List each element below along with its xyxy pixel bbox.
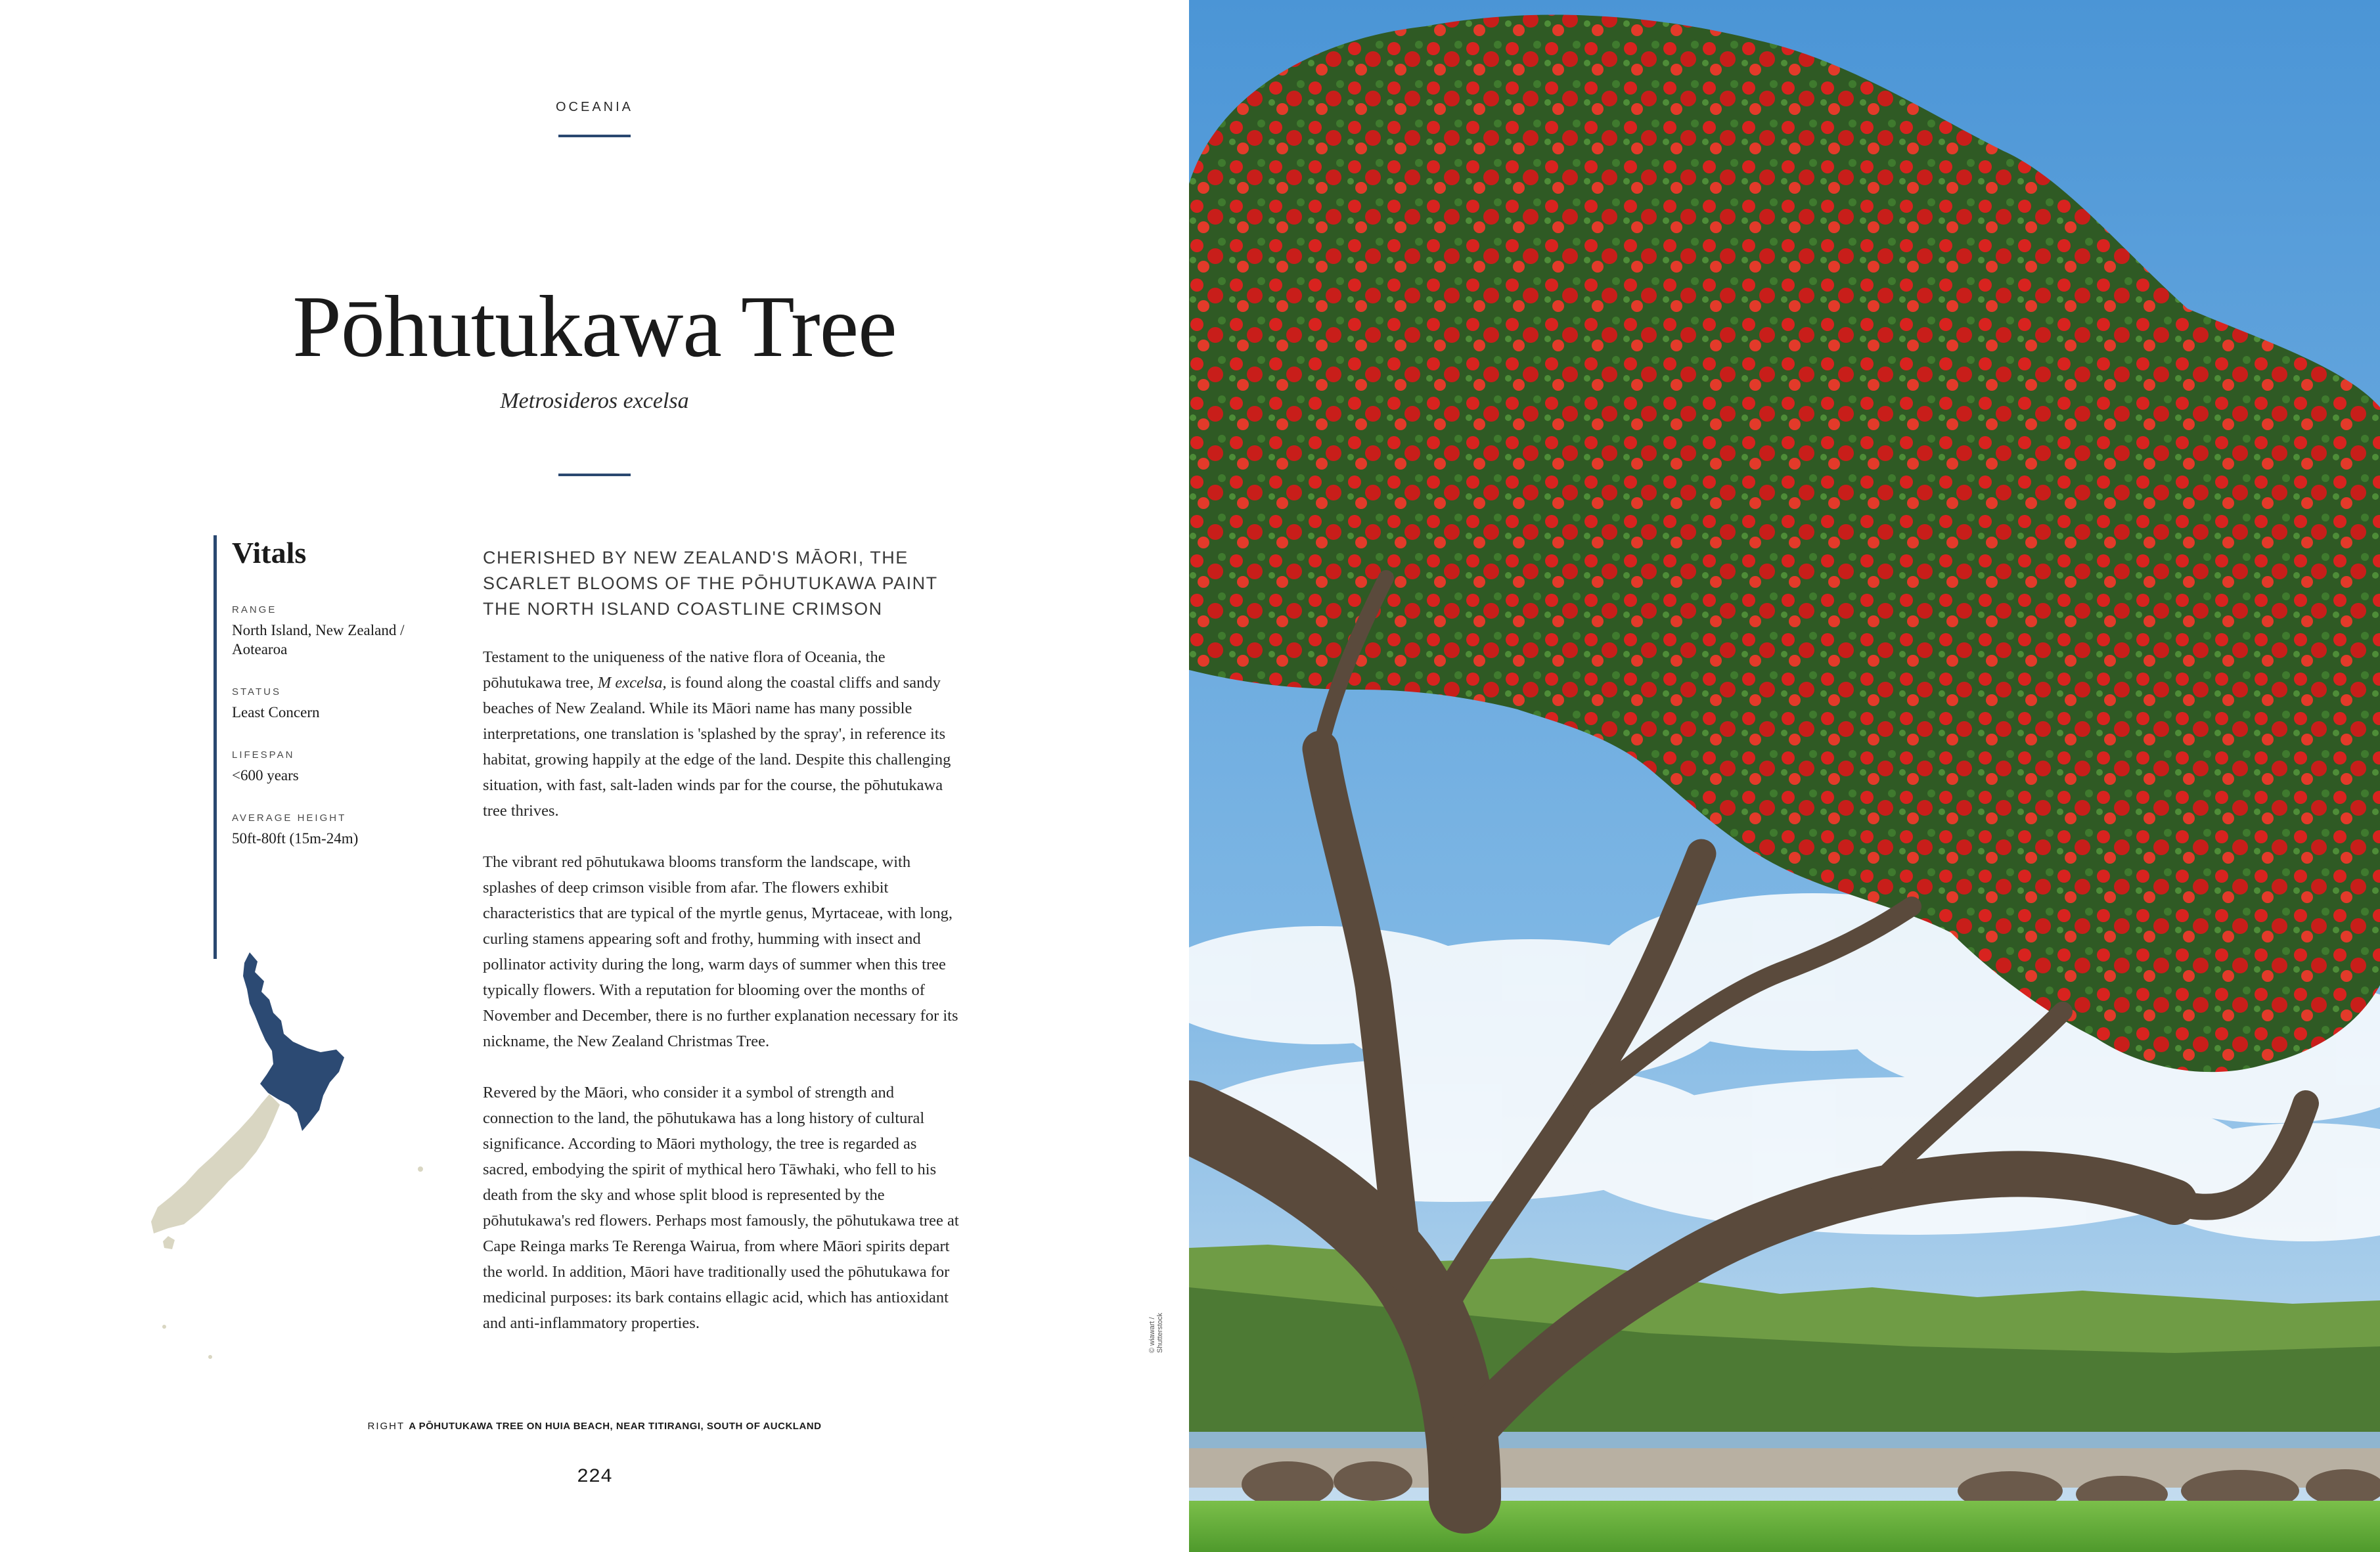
caption-lead: RIGHT <box>367 1421 405 1432</box>
vital-label: RANGE <box>232 604 277 615</box>
paragraph-1-text-b: is found along the coastal cliffs and sandy beaches of New Zealand. While its Māori name has many possible interpretations, one translation is 'splashed by the spray', in reference its habitat, growing happily at the edge of the land. Despite this challenging situation, with fast, salt-laden winds par for the course, the pōhutukawa tree thrives. <box>483 674 951 820</box>
photo-credit: © wiawart / Shutterstock <box>1148 1312 1164 1353</box>
paragraph-1 <box>483 644 962 824</box>
vital-label: LIFESPAN <box>232 749 295 761</box>
scientific-name: Metrosideros excelsa <box>500 389 689 413</box>
right-page <box>1189 0 2380 1552</box>
southern-islet <box>162 1325 166 1329</box>
vitals-heading: Vitals <box>232 536 307 569</box>
paragraph-2: The vibrant red pōhutukawa blooms transform the landscape, with splashes of deep crimson visible from afar. The flowers exhibit characteristics that are typical of the myrtle genus, Myrtaceae, with long, curling stamens appearing soft and frothy, humming with insect and pollinator activity during the long, warm days of summer when this tree typically flowers. With a reputation for blooming over the months of November and December, there is no further explanation necessary for its nickname, the New Zealand Christmas Tree. <box>483 853 958 1050</box>
title-divider <box>558 474 631 476</box>
subantarctic-islet <box>208 1355 212 1359</box>
tree-photo <box>1189 0 2380 1552</box>
left-page <box>0 0 1189 1552</box>
vital-lifespan <box>232 749 430 785</box>
vital-range <box>232 604 430 659</box>
range-map <box>145 952 440 1379</box>
sea <box>1189 1432 2380 1448</box>
south-island-shape <box>151 1094 280 1233</box>
paragraph-3: Revered by the Māori, who consider it a symbol of strength and connection to the land, the pōhutukawa has a long history of cultural significance. According to Māori mythology, the tree is regarded as sacred, embodying the spirit of mythical hero Tāwhaki, who fell to his death from the sky and whose split blood is represented by the pōhutukawa's red flowers. Perhaps most famously, the pōhutukawa tree at Cape Reinga marks Te Rerenga Wairua, from where Māori spirits depart the world. In addition, Māori have traditionally used the pōhutukawa for medicinal purposes: its bark contains ellagic acid, which has antioxidant and anti-inflammatory properties. <box>483 1084 959 1332</box>
lawn <box>1189 1501 2380 1552</box>
article-body <box>483 545 962 1362</box>
page-title: Pōhutukawa Tree <box>292 278 897 375</box>
vital-label: STATUS <box>232 686 281 698</box>
vital-label: AVERAGE HEIGHT <box>232 812 347 824</box>
vital-value: <600 years <box>232 767 299 784</box>
vital-value: North Island, New Zealand / Aotearoa <box>232 622 405 657</box>
chatham-islet <box>418 1166 423 1172</box>
vital-value: 50ft-80ft (15m-24m) <box>232 830 359 847</box>
stewart-island-shape <box>163 1236 175 1249</box>
vital-status <box>232 686 430 722</box>
vital-average-height <box>232 812 430 848</box>
page-number: 224 <box>576 1466 612 1488</box>
vitals-panel <box>213 535 430 959</box>
north-island-shape <box>243 952 344 1131</box>
species-italic: M excelsa, <box>597 674 667 692</box>
standfirst: CHERISHED BY NEW ZEALAND'S MĀORI, THE SCARLET BLOOMS OF THE PŌHUTUKAWA PAINT THE NORTH ISLAND COASTLINE CRIMSON <box>483 548 938 619</box>
caption-text: A PŌHUTUKAWA TREE ON HUIA BEACH, NEAR TITIRANGI, SOUTH OF AUCKLAND <box>409 1421 822 1432</box>
photo-caption <box>0 1421 1189 1432</box>
paragraph-1-text-a: Testament to the uniqueness of the native flora of Oceania, the pōhutukawa tree, <box>483 648 886 692</box>
section-divider <box>558 135 631 137</box>
vital-value: Least Concern <box>232 704 320 721</box>
section-label: OCEANIA <box>555 100 634 114</box>
